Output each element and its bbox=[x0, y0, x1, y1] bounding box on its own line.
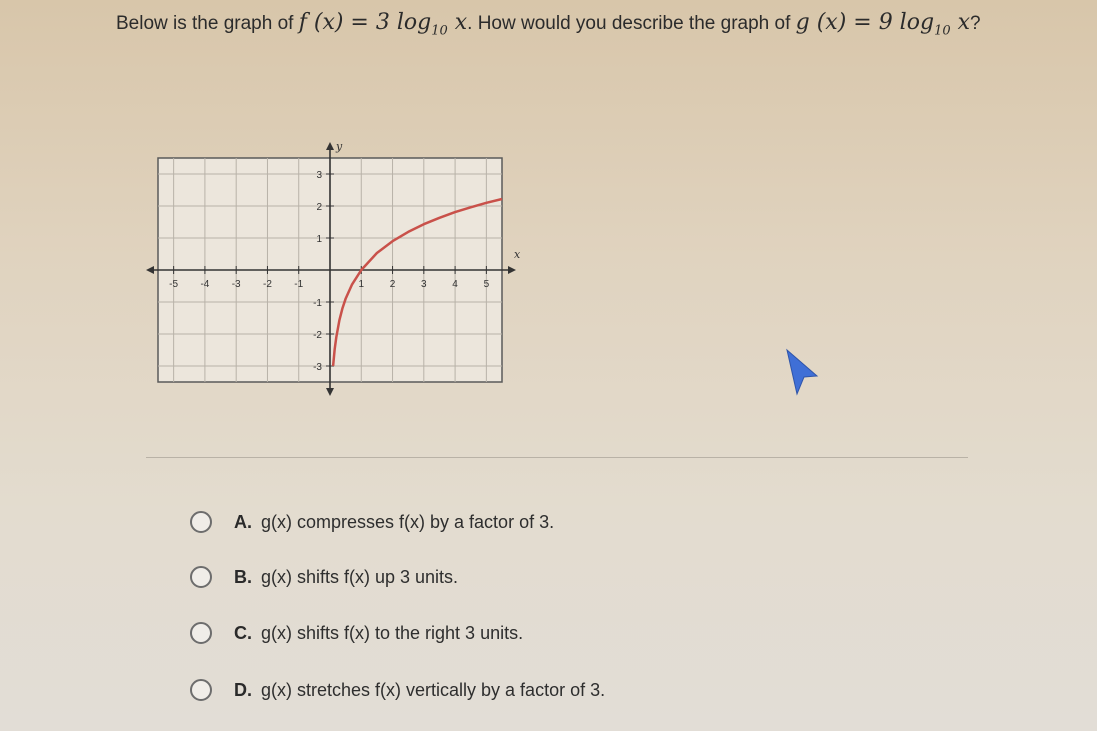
y-axis-arrow-up bbox=[326, 142, 334, 150]
divider bbox=[146, 457, 968, 458]
choice-a-text: g(x) compresses f(x) by a factor of 3. bbox=[261, 511, 555, 532]
x-tick-label: 2 bbox=[389, 279, 396, 290]
question-prefix: Below is the graph of bbox=[116, 13, 299, 34]
y-tick-label: -2 bbox=[313, 330, 322, 341]
choice-d-text: g(x) stretches f(x) vertically by a factor of 3. bbox=[261, 679, 606, 700]
choice-a-letter: A. bbox=[234, 511, 252, 532]
y-tick-label: 2 bbox=[316, 202, 322, 213]
radio-d[interactable] bbox=[190, 679, 212, 701]
y-tick-label: -1 bbox=[313, 298, 322, 309]
question-text bbox=[116, 6, 1016, 48]
question-middle: . How would you describe the graph of bbox=[467, 13, 796, 34]
radio-c[interactable] bbox=[190, 622, 212, 644]
choice-c[interactable] bbox=[190, 615, 523, 651]
x-tick-label: -4 bbox=[200, 279, 210, 290]
choice-b-text: g(x) shifts f(x) up 3 units. bbox=[261, 566, 459, 587]
y-tick-label: 1 bbox=[316, 234, 322, 245]
radio-a[interactable] bbox=[190, 511, 212, 533]
radio-b[interactable] bbox=[190, 566, 212, 588]
x-tick-label: -1 bbox=[294, 279, 304, 290]
x-tick-label: 3 bbox=[421, 279, 427, 290]
x-tick-label: 5 bbox=[483, 279, 490, 290]
x-tick-label: -3 bbox=[231, 279, 241, 290]
question-suffix: ? bbox=[970, 13, 981, 34]
x-axis-label: x bbox=[514, 248, 521, 261]
choice-c-text: g(x) shifts f(x) to the right 3 units. bbox=[261, 622, 524, 643]
choice-a[interactable] bbox=[190, 504, 554, 540]
y-axis-label: y bbox=[336, 140, 343, 153]
graph-svg bbox=[144, 138, 524, 400]
x-axis-arrow-right bbox=[508, 266, 516, 274]
x-tick-label: 4 bbox=[452, 279, 458, 290]
choice-d[interactable] bbox=[190, 672, 605, 708]
f-definition: f (x) = 3 $\log_{10} x$ bbox=[298, 10, 468, 39]
x-axis-arrow-left bbox=[146, 266, 154, 274]
choice-b-letter: B. bbox=[234, 566, 252, 587]
y-axis-arrow-down bbox=[326, 388, 334, 396]
mouse-pointer-icon bbox=[783, 346, 823, 403]
y-tick-label: -3 bbox=[313, 362, 322, 373]
function-graph bbox=[144, 138, 524, 400]
x-tick-label: -2 bbox=[263, 279, 272, 290]
y-tick-label: 3 bbox=[316, 170, 322, 181]
x-tick-label: -5 bbox=[169, 279, 179, 290]
choice-c-letter: C. bbox=[234, 622, 252, 643]
choice-d-letter: D. bbox=[234, 679, 252, 700]
x-tick-label: 1 bbox=[358, 279, 365, 290]
choice-b[interactable] bbox=[190, 559, 458, 595]
g-definition: g (x) = 9 $\log_{10} x$ bbox=[795, 10, 971, 39]
